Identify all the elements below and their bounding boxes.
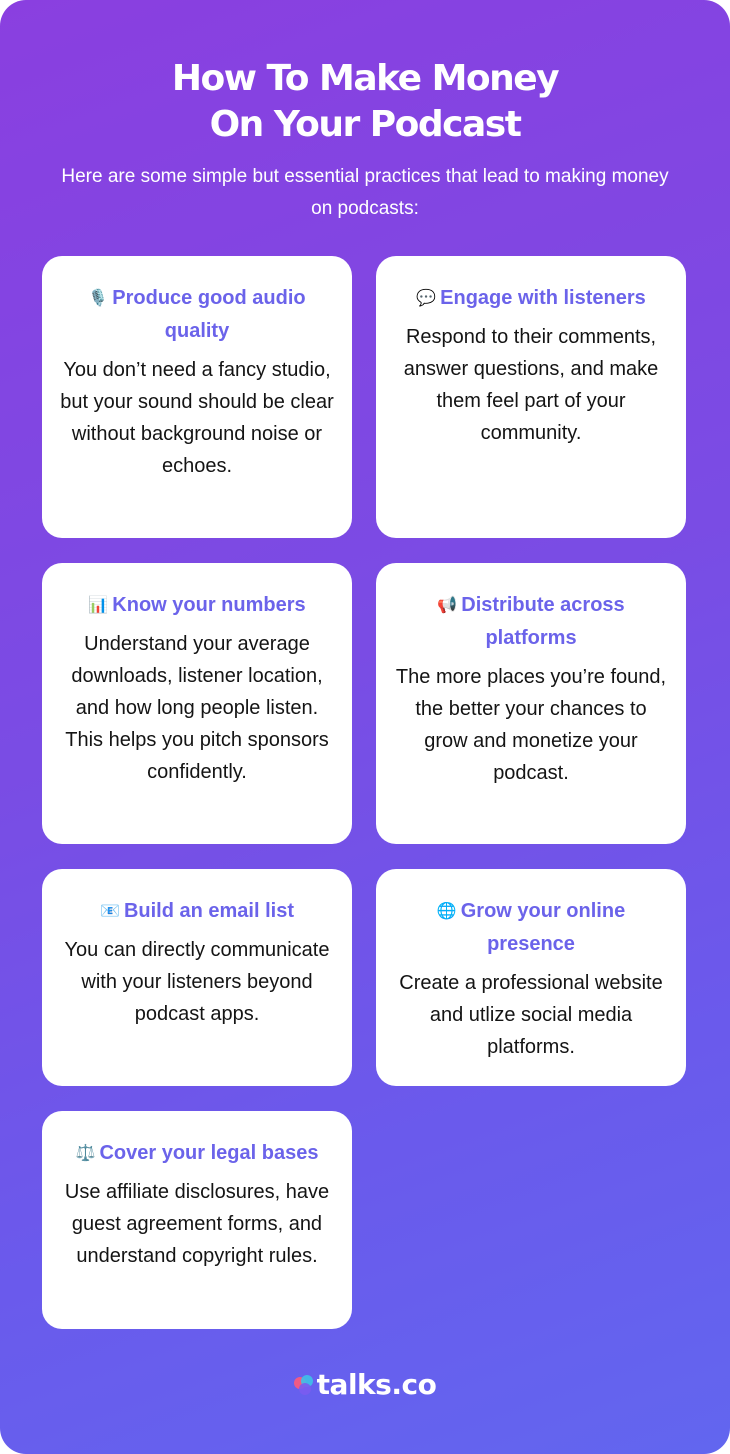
tip-card-online-presence [376, 869, 686, 1086]
speech-bubble-icon: 💬 [416, 290, 437, 307]
page-title-line-2: On Your Podcast [209, 104, 521, 145]
talks-co-logo [0, 1368, 730, 1401]
logo-text: talks.co [316, 1368, 437, 1401]
card-description: The more places you’re found, the better your chances to grow and monetize your podcast. [395, 666, 667, 784]
card-description: Create a professional website and utlize social media platforms. [399, 972, 663, 1058]
card-title-label: Know your numbers [112, 594, 306, 616]
globe-icon: 🌐 [436, 903, 457, 920]
tip-card-engage-listeners [376, 256, 686, 538]
tip-card-distribute-platforms [376, 563, 686, 844]
card-title [394, 282, 668, 315]
card-title [394, 895, 668, 961]
card-title [60, 589, 334, 622]
card-title-label: Build an email list [123, 900, 294, 922]
logo-dot [299, 1383, 311, 1395]
megaphone-icon: 📢 [437, 597, 458, 614]
card-description: Understand your average downloads, listener location, and how long people listen. This helps you pitch sponsors confidently. [65, 633, 329, 783]
card-title-label: Engage with listeners [440, 287, 646, 309]
microphone-icon: 🎙️ [88, 290, 109, 307]
bar-chart-icon: 📊 [88, 597, 109, 614]
card-description: You don’t need a fancy studio, but your sound should be clear without background noise or echoes. [60, 359, 334, 477]
card-title-label: Distribute across platforms [461, 594, 625, 649]
page-subtitle: Here are some simple but essential practices that lead to making money on podcasts: [61, 166, 669, 219]
card-title [60, 895, 334, 928]
card-title-label: Grow your online presence [460, 900, 626, 955]
card-description: Respond to their comments, answer questions, and make them feel part of your community. [403, 326, 659, 444]
tip-card-legal-bases [42, 1111, 352, 1329]
scales-icon: ⚖️ [75, 1145, 96, 1162]
tip-card-email-list [42, 869, 352, 1086]
card-title-label: Cover your legal bases [99, 1142, 319, 1164]
page-title [0, 56, 730, 148]
email-icon: 📧 [100, 903, 120, 920]
page-title-line-1: How To Make Money [171, 58, 559, 99]
card-title [394, 589, 668, 655]
card-title [60, 1137, 334, 1170]
card-title-label: Produce good audio quality [112, 287, 306, 342]
tip-card-know-numbers [42, 563, 352, 844]
card-description: You can directly communicate with your listeners beyond podcast apps. [64, 939, 330, 1025]
card-title [60, 282, 334, 348]
card-description: Use affiliate disclosures, have guest agreement forms, and understand copyright rules. [64, 1181, 330, 1267]
tip-card-audio-quality [42, 256, 352, 538]
logo-mark-icon [294, 1375, 314, 1395]
